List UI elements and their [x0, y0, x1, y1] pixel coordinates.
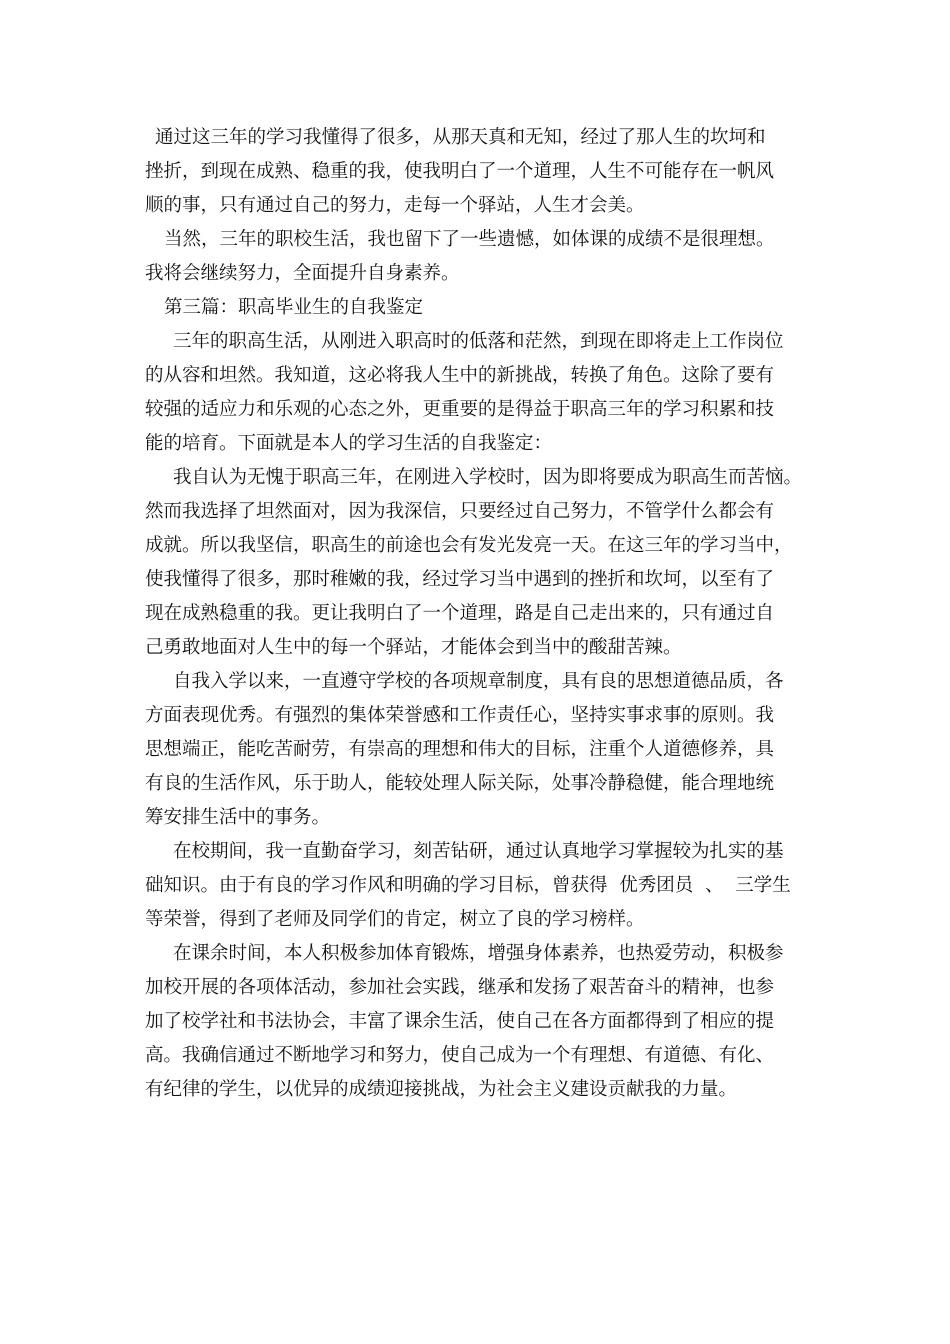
paragraph-7-line-2: 础知识。由于有良的学习作风和明确的学习目标，曾获得 优秀团员 、 三学生 — [145, 875, 791, 896]
paragraph-4-line-1: 三年的职高生活，从刚进入职高时的低落和茫然，到现在即将走上工作岗位 — [173, 331, 784, 352]
paragraph-5-line-5: 现在成熟稳重的我。更让我明白了一个道理，路是自己走出来的，只有通过自 — [145, 603, 775, 624]
paragraph-8-line-1: 在课余时间，本人积极参加体育锻炼，增强身体素养，也热爱劳动，积极参 — [173, 943, 784, 964]
paragraph-5-line-6: 己勇敢地面对人生中的每一个驿站，才能体会到当中的酸甜苦辣。 — [145, 637, 682, 658]
paragraph-5-line-4: 使我懂得了很多，那时稚嫩的我，经过学习当中遇到的挫折和坎坷，以至有了 — [145, 569, 775, 590]
paragraph-2-line-2: 我将会继续努力，全面提升自身素养。 — [145, 263, 460, 284]
paragraph-4-line-2: 的从容和坦然。我知道，这必将我人生中的新挑战，转换了角色。这除了要有 — [145, 365, 775, 386]
paragraph-2-line-1: 当然，三年的职校生活，我也留下了一些遗憾，如体课的成绩不是很理想。 — [164, 229, 775, 250]
paragraph-7-line-3: 等荣誉，得到了老师及同学们的肯定，树立了良的学习榜样。 — [145, 909, 645, 930]
paragraph-8-line-2: 加校开展的各项体活动，参加社会实践，继承和发扬了艰苦奋斗的精神，也参 — [145, 977, 775, 998]
paragraph-4-line-4: 能的培育。下面就是本人的学习生活的自我鉴定： — [145, 433, 553, 454]
paragraph-1-line-2: 挫折，到现在成熟、稳重的我，使我明白了一个道理，人生不可能存在一帆风 — [145, 161, 775, 182]
paragraph-8-line-3: 加了校学社和书法协会，丰富了课余生活，使自己在各方面都得到了相应的提 — [145, 1011, 775, 1032]
paragraph-5-line-3: 成就。所以我坚信，职高生的前途也会有发光发亮一天。在这三年的学习当中， — [145, 535, 793, 556]
paragraph-6-line-3: 思想端正，能吃苦耐劳，有崇高的理想和伟大的目标，注重个人道德修养，具 — [145, 739, 775, 760]
paragraph-4-line-3: 较强的适应力和乐观的心态之外，更重要的是得益于职高三年的学习积累和技 — [145, 399, 775, 420]
paragraph-1-line-1: 通过这三年的学习我懂得了很多，从那天真和无知，经过了那人生的坎坷和 — [155, 127, 766, 148]
paragraph-8-line-5: 有纪律的学生，以优异的成绩迎接挑战，为社会主义建设贡献我的力量。 — [145, 1079, 738, 1100]
paragraph-6-line-1: 自我入学以来，一直遵守学校的各项规章制度，具有良的思想道德品质，各 — [173, 671, 784, 692]
document-body — [145, 121, 825, 1107]
section-heading: 第三篇：职高毕业生的自我鉴定 — [164, 297, 424, 318]
paragraph-6-line-2: 方面表现优秀。有强烈的集体荣誉感和工作责任心，坚持实事求事的原则。我 — [145, 705, 775, 726]
paragraph-8-line-4: 高。我确信通过不断地学习和努力，使自己成为一个有理想、有道德、有化、 — [145, 1045, 775, 1066]
paragraph-6-line-4: 有良的生活作风，乐于助人，能较处理人际关际，处事冷静稳健，能合理地统 — [145, 773, 775, 794]
paragraph-5-line-2: 然而我选择了坦然面对，因为我深信，只要经过自己努力，不管学什么都会有 — [145, 501, 775, 522]
paragraph-7-line-1: 在校期间，我一直勤奋学习，刻苦钻研，通过认真地学习掌握较为扎实的基 — [173, 841, 784, 862]
paragraph-5-line-1: 我自认为无愧于职高三年，在刚进入学校时，因为即将要成为职高生而苦恼。 — [173, 467, 803, 488]
paragraph-1-line-3: 顺的事，只有通过自己的努力，走每一个驿站，人生才会美。 — [145, 195, 645, 216]
paragraph-6-line-5: 筹安排生活中的事务。 — [145, 807, 331, 828]
